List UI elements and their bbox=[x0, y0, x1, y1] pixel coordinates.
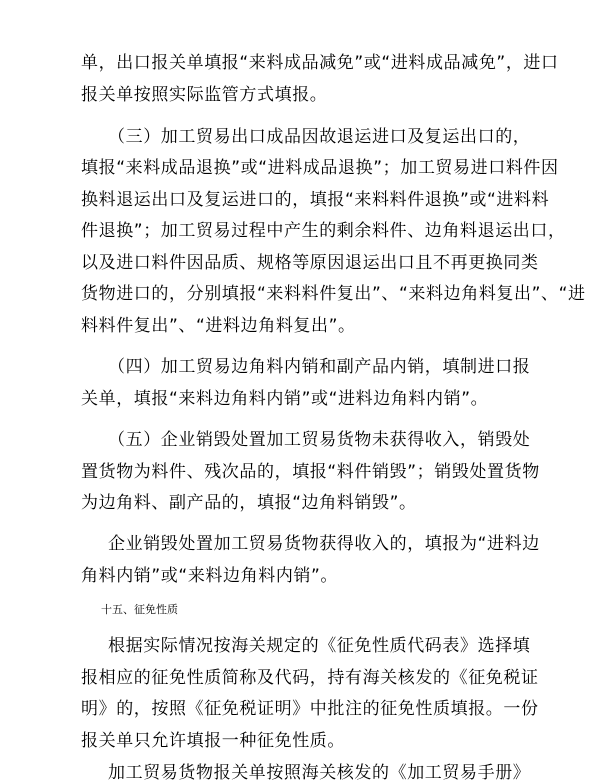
paragraph-4-line-2: 置货物为料件、残次品的，填报“料件销毁”；销毁处置货物 bbox=[81, 462, 540, 482]
paragraph-1-line-2: 报关单按照实际监管方式填报。 bbox=[81, 85, 328, 105]
paragraph-5-line-1: 企业销毁处置加工贸易货物获得收入的，填报为“进料边 bbox=[108, 534, 540, 554]
paragraph-1-line-1: 单，出口报关单填报“来料成品减免”或“进料成品减免”，进口 bbox=[81, 53, 559, 73]
section-paragraph-2-line-1: 加工贸易货物报关单按照海关核发的《加工贸易手册》 bbox=[108, 763, 531, 783]
paragraph-3-line-2: 关单，填报“来料边角料内销”或“进料边角料内销”。 bbox=[81, 389, 489, 409]
section-paragraph-1-line-3: 明》的，按照《征免税证明》中批注的征免性质填报。一份 bbox=[81, 699, 539, 719]
paragraph-5-line-2: 角料内销”或“来料边角料内销”。 bbox=[81, 566, 339, 586]
paragraph-2-line-5: 以及进口料件因品质、规格等原因退运出口且不再更换同类 bbox=[81, 253, 539, 273]
paragraph-4-line-3: 为边角料、副产品的，填报“边角料销毁”。 bbox=[81, 493, 417, 513]
section-heading: 十五、征免性质 bbox=[101, 603, 178, 616]
paragraph-2-line-4: 件退换”；加工贸易过程中产生的剩余料件、边角料退运出口， bbox=[81, 221, 566, 241]
paragraph-2-line-3: 换料退运出口及复运进口的，填报“来料料件退换”或“进料料 bbox=[81, 190, 550, 210]
paragraph-2-line-7: 料料件复出”、“进料边角料复出”。 bbox=[81, 316, 356, 336]
paragraph-2-line-1: （三）加工贸易出口成品因故退运进口及复运出口的， bbox=[108, 127, 531, 147]
paragraph-2-line-6: 货物进口的，分别填报“来料料件复出”、“来料边角料复出”、“进 bbox=[81, 284, 586, 304]
paragraph-3-line-1: （四）加工贸易边角料内销和副产品内销，填制进口报 bbox=[108, 357, 531, 377]
paragraph-2-line-2: 填报“来料成品退换”或“进料成品退换”；加工贸易进口料件因 bbox=[81, 158, 559, 178]
section-paragraph-1-line-1: 根据实际情况按海关规定的《征免性质代码表》选择填 bbox=[108, 636, 531, 656]
paragraph-4-line-1: （五）企业销毁处置加工贸易货物未获得收入，销毁处 bbox=[108, 430, 531, 450]
section-paragraph-1-line-2: 报相应的征免性质简称及代码，持有海关核发的《征免税证 bbox=[81, 668, 539, 688]
section-paragraph-1-line-4: 报关单只允许填报一种征免性质。 bbox=[81, 731, 345, 751]
